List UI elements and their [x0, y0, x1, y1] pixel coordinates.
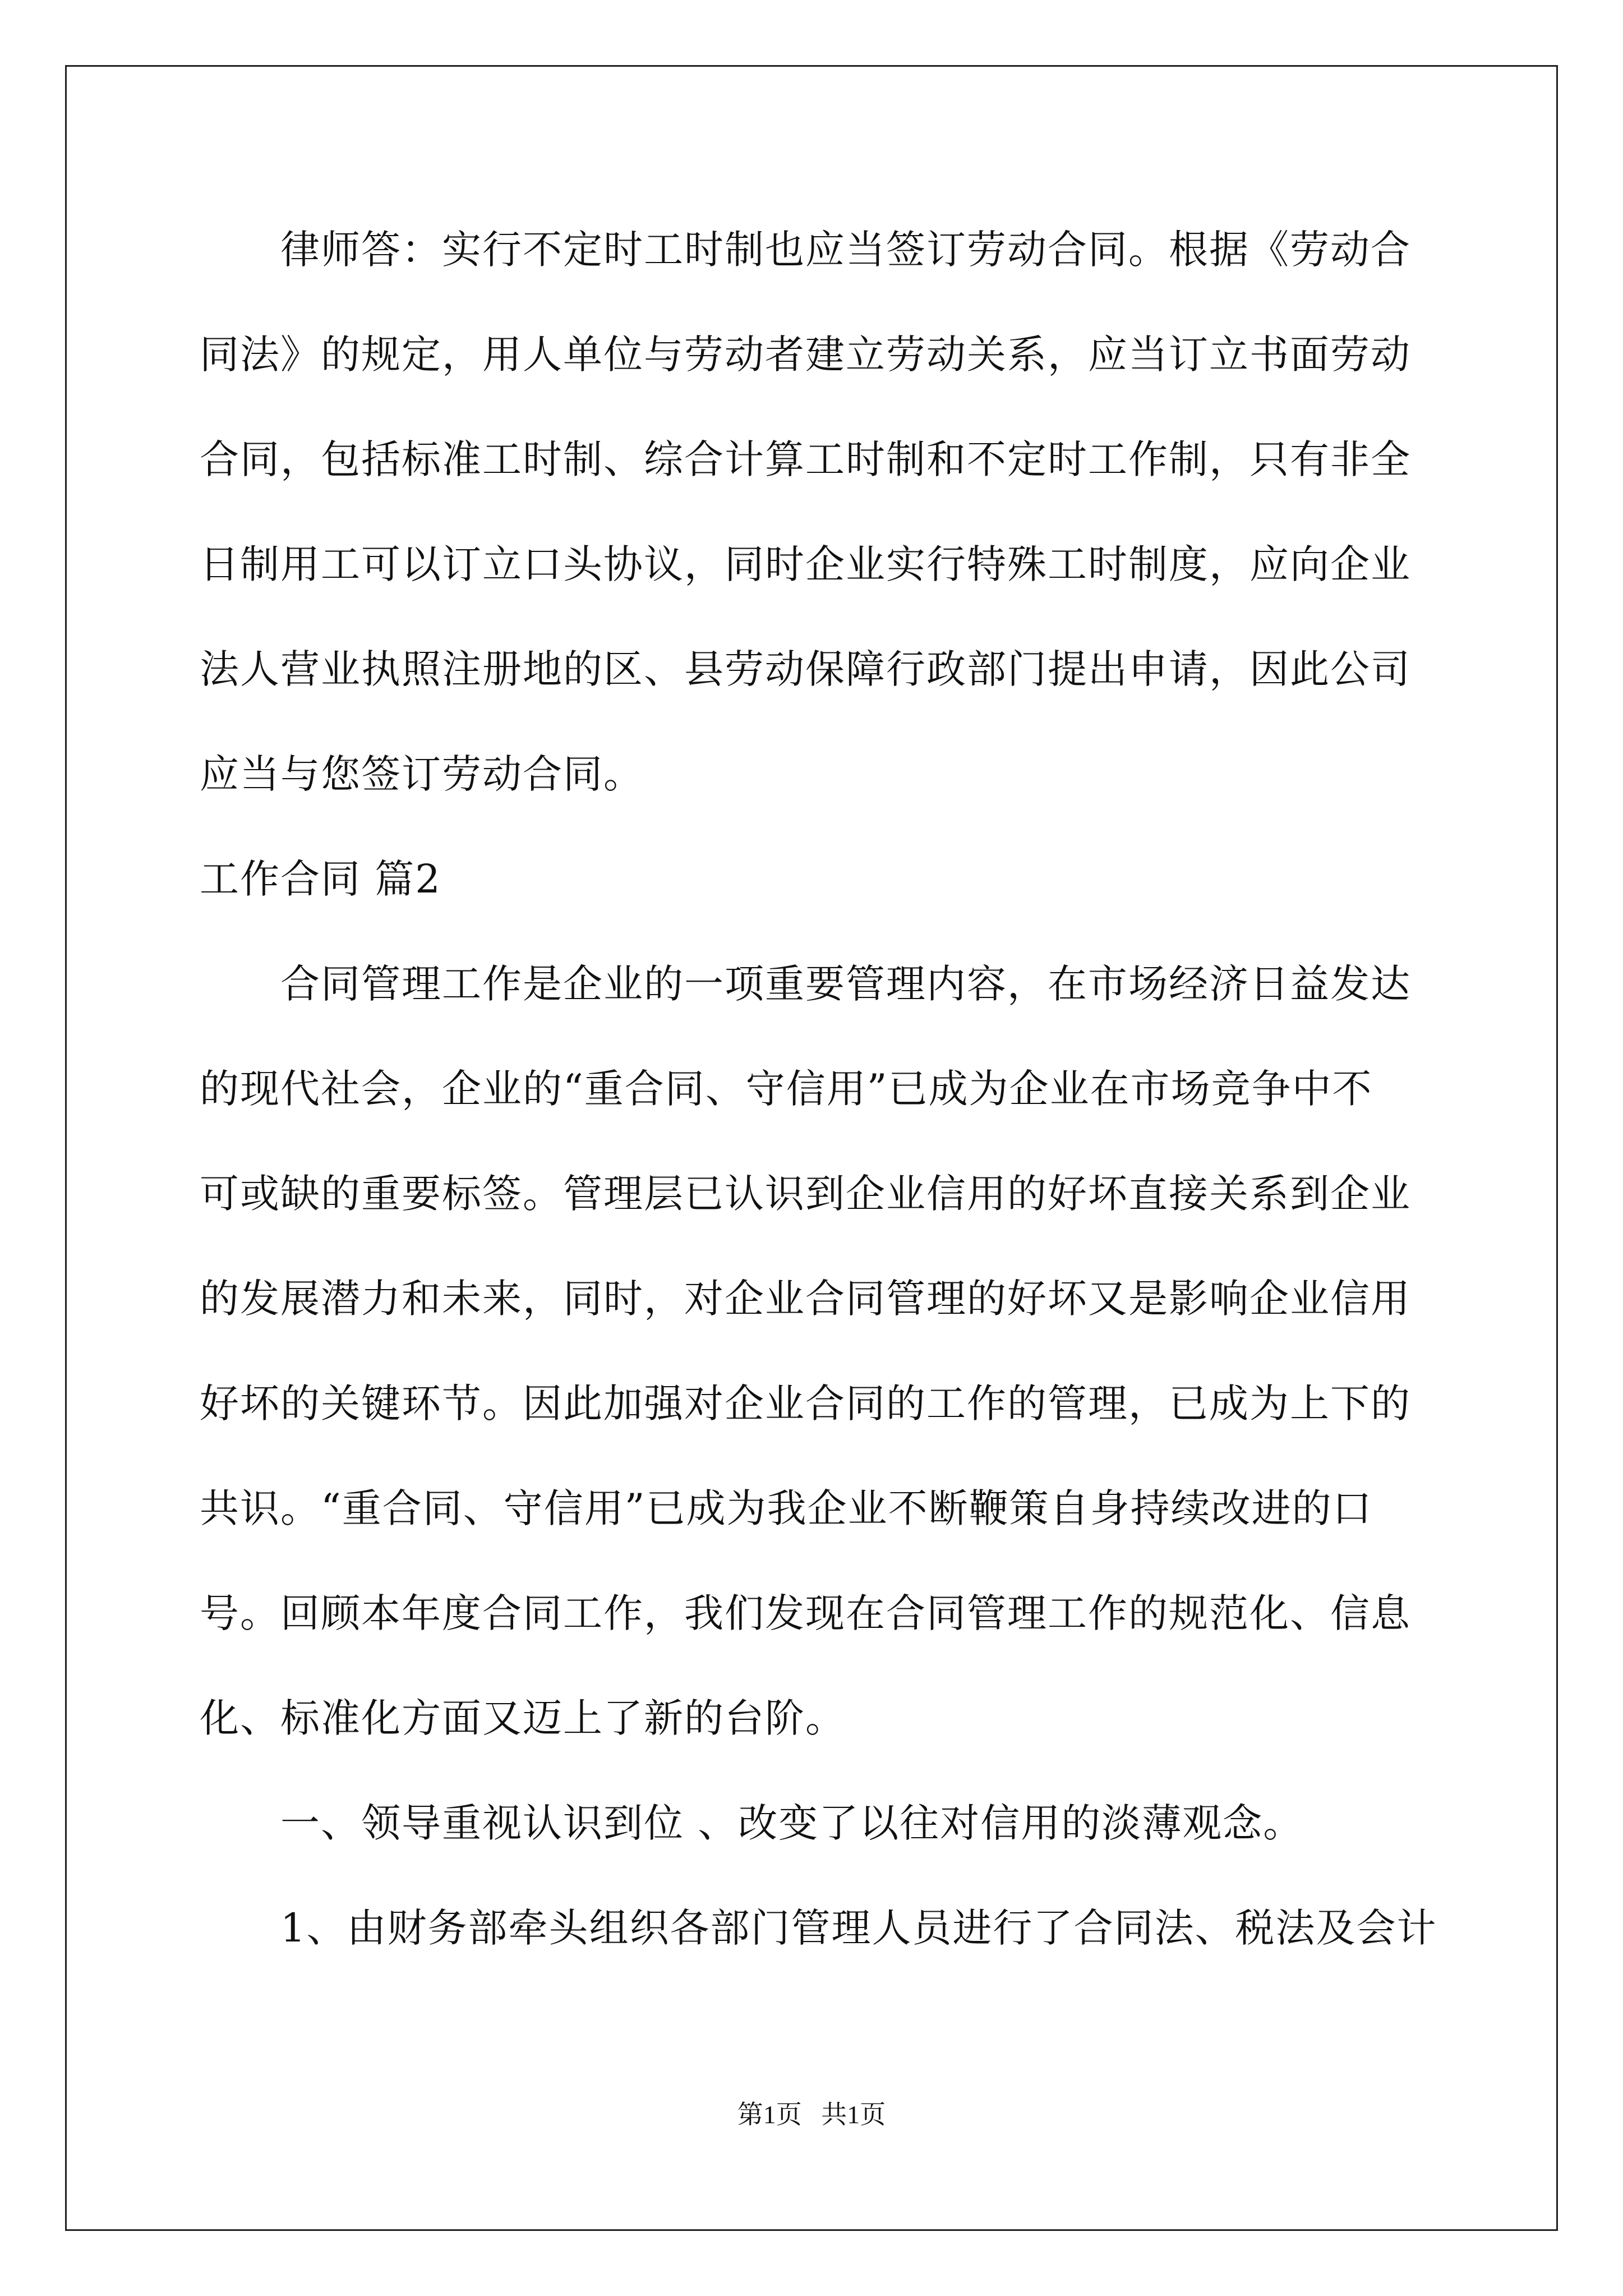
list-heading: 一、领导重视认识到位 、改变了以往对信用的淡薄观念。 [280, 1800, 1304, 1846]
paragraph-line: 同法》的规定，用人单位与劳动者建立劳动关系，应当订立书面劳动 [200, 332, 1411, 378]
paragraph-line: 好坏的关键环节。因此加强对企业合同的工作的管理，已成为上下的 [200, 1381, 1411, 1427]
paragraph-line: 合同管理工作是企业的一项重要管理内容，在市场经济日益发达 [280, 961, 1411, 1007]
page-footer: 第1页 共1页 [737, 2100, 886, 2129]
paragraph-line: 律师答：实行不定时工时制也应当签订劳动合同。根据《劳动合 [280, 227, 1411, 273]
paragraph-line: 的发展潜力和未来，同时，对企业合同管理的好坏又是影响企业信用 [200, 1276, 1411, 1322]
paragraph-line: 法人营业执照注册地的区、县劳动保障行政部门提出申请，因此公司 [200, 646, 1411, 692]
section-heading: 工作合同 篇2 [200, 856, 441, 902]
paragraph-line: 化、标准化方面又迈上了新的台阶。 [200, 1695, 846, 1741]
paragraph-line: 可或缺的重要标签。管理层已认识到企业信用的好坏直接关系到企业 [200, 1171, 1411, 1217]
paragraph-line: 合同，包括标准工时制、综合计算工时制和不定时工作制，只有非全 [200, 436, 1411, 482]
paragraph-line: 日制用工可以订立口头协议，同时企业实行特殊工时制度，应向企业 [200, 541, 1411, 587]
paragraph-line: 号。回顾本年度合同工作，我们发现在合同管理工作的规范化、信息 [200, 1590, 1411, 1636]
paragraph-line: 的现代社会，企业的“重合同、守信用”已成为企业在市场竞争中不 [200, 1066, 1373, 1112]
list-item: 1、由财务部牵头组织各部门管理人员进行了合同法、税法及会计 [280, 1905, 1437, 1951]
paragraph-line: 共识。“重合同、守信用”已成为我企业不断鞭策自身持续改进的口 [200, 1485, 1373, 1531]
paragraph-line: 应当与您签订劳动合同。 [200, 751, 644, 797]
